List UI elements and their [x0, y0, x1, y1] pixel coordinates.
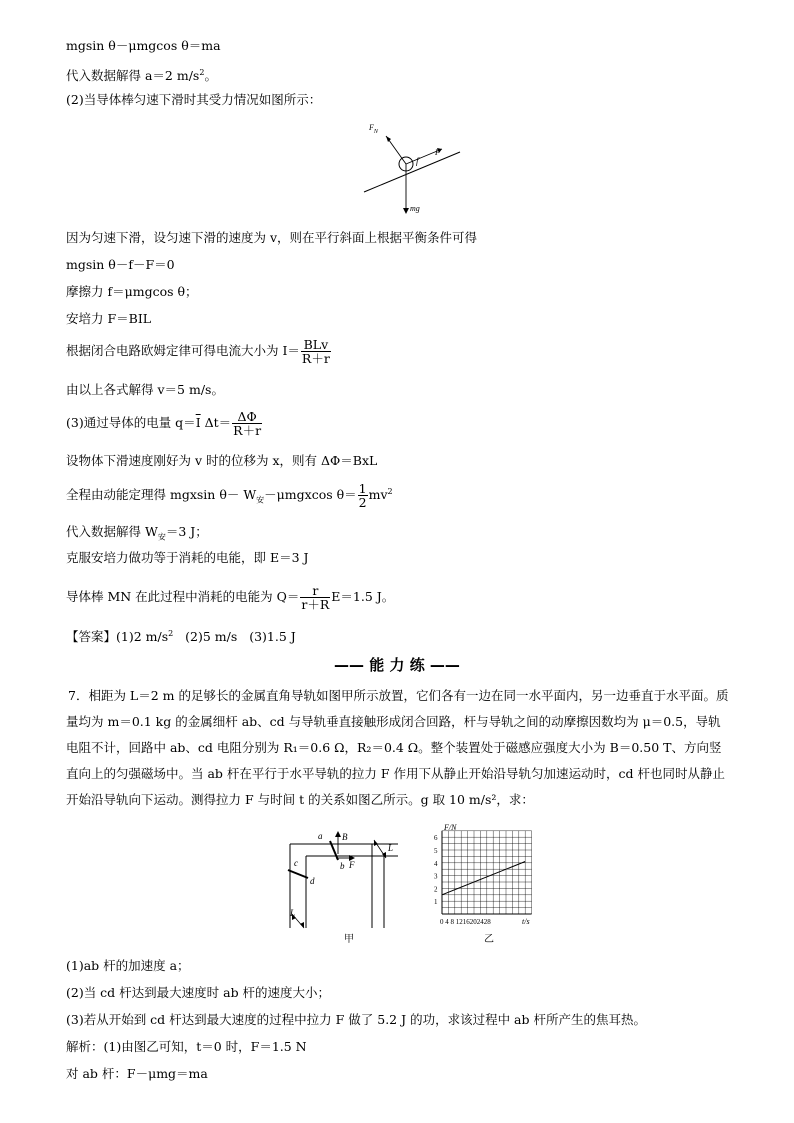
label-F: F	[349, 860, 355, 870]
velocity-result: 由以上各式解得 v＝5 m/s。	[66, 382, 224, 397]
svg-text:FN: $F_N$	[369, 123, 378, 135]
displacement-text: 设物体下滑速度刚好为 v 时的位移为 x，则有 ΔΦ＝BxL	[66, 453, 378, 468]
charge-formula: (3)通过导体的电量 $q=\overline{I}$ Δt＝ $\frac{\Delta\Phi}{R+r}$	[66, 409, 262, 438]
problem-7-text: 7．相距为 L＝2 m 的足够长的金属直角导轨如图甲所示放置，它们各有一边在同一水平面内，另一边垂直于水平面。质量均为 m＝0.1 kg 的金属细杆 ab、cd 与导轨垂直接触形成闭合回路，杆与导轨之间的动摩擦因数均为 μ＝0.5，导轨电阻不计，回路中 ab、cd 电阻分别为 R₁＝0.6 Ω，R₂＝0.4 Ω。整个装置处于磁感应强度大小为 B＝0.50 T、方向竖直向上的匀强磁场中。当 ab 杆在平行于水平导轨的拉力 F 作用下从静止开始沿导轨匀加速运动时，cd 杆也同时从静止开始沿导轨向下运动。测得拉力 F 与时间 t 的关系如图乙所示。g 取 10 m/s²，求：	[66, 688, 729, 807]
caption-jia: 甲	[344, 934, 354, 945]
friction-formula: 摩擦力 f＝μmgcos θ；	[66, 284, 198, 299]
question-3: (3)若从开始到 cd 杆达到最大速度的过程中拉力 F 做了 5.2 J 的功，求该过程中 ab 杆所产生的焦耳热。	[66, 1012, 646, 1027]
x-tick-labels: 0 4 8 1216202428	[440, 918, 491, 926]
y-tick-label: 3	[434, 872, 438, 881]
energy-theorem: 全程由动能定理得 mgxsin $\theta- W_安-\mu mgxcos$ θ＝ $\frac{1}{2}$ $mv^2$	[66, 481, 393, 510]
question-1: (1)ab 杆的加速度 a；	[66, 958, 190, 973]
equation-balance: mgsin θ－f－F＝0	[66, 257, 175, 272]
label-d: d	[310, 876, 315, 886]
label-b: b	[340, 861, 345, 871]
y-tick-label: 1	[434, 898, 438, 907]
ampere-force-label: F	[435, 148, 440, 157]
friction-label: f	[416, 156, 419, 166]
label-c: c	[294, 858, 298, 868]
label-L-top: L	[388, 843, 394, 853]
ohm-law: 根据闭合电路欧姆定律可得电流大小为 I＝ $\frac{\text{BLv}}{R+r}$	[66, 337, 330, 366]
figure-yi-graph	[426, 818, 546, 948]
gravity-label: mg	[410, 204, 420, 213]
force-line	[442, 862, 525, 895]
solution-line-1: 解析：(1)由图乙可知，t＝0 时，F＝1.5 N	[66, 1039, 307, 1054]
label-a: a	[318, 831, 323, 841]
label-L-bottom: L	[290, 908, 296, 918]
y-axis-label: F/N	[444, 823, 457, 832]
ampere-formula: 安培力 F＝BIL	[66, 311, 152, 326]
figure-jia-rails	[276, 828, 406, 946]
mn-energy: 导体棒 MN 在此过程中消耗的电能为 Q＝ $\frac{r}{r+R}$ E＝1.5 J。	[66, 583, 395, 612]
y-tick-label: 5	[434, 847, 438, 855]
solution-line-2: 对 ab 杆：F－μmg＝ma	[66, 1066, 208, 1081]
x-axis-label: t/s	[522, 917, 530, 926]
question-2-intro: (2)当导体棒匀速下滑时其受力情况如图所示：	[66, 92, 322, 107]
caption-yi: 乙	[484, 934, 494, 945]
y-tick-label: 6	[434, 834, 438, 843]
acceleration-result: 代入数据解得 a＝2 $m/s^2$。	[66, 68, 217, 84]
work-result: 代入数据解得 $W_安=3$ J；	[66, 524, 208, 542]
fn-label: F	[369, 123, 374, 132]
label-B: B	[342, 832, 348, 842]
uniform-velocity-text: 因为匀速下滑，设匀速下滑的速度为 v，则在平行斜面上根据平衡条件可得	[66, 230, 478, 245]
y-tick-label: 2	[434, 885, 438, 894]
equation-newton: mgsin θ－μmgcos θ＝ma	[66, 38, 221, 53]
force-diagram	[360, 112, 470, 222]
y-tick-label: 4	[434, 859, 438, 868]
answer-line: 【答案】(1)2 $m/s^2$ (2)5 m/s (3)1.5 J	[66, 629, 296, 645]
section-title: —— 能 力 练 ——	[334, 656, 460, 674]
question-2: (2)当 cd 杆达到最大速度时 ab 杆的速度大小；	[66, 985, 331, 1000]
electric-energy-text: 克服安培力做功等于消耗的电能，即 E＝3 J	[66, 550, 309, 565]
